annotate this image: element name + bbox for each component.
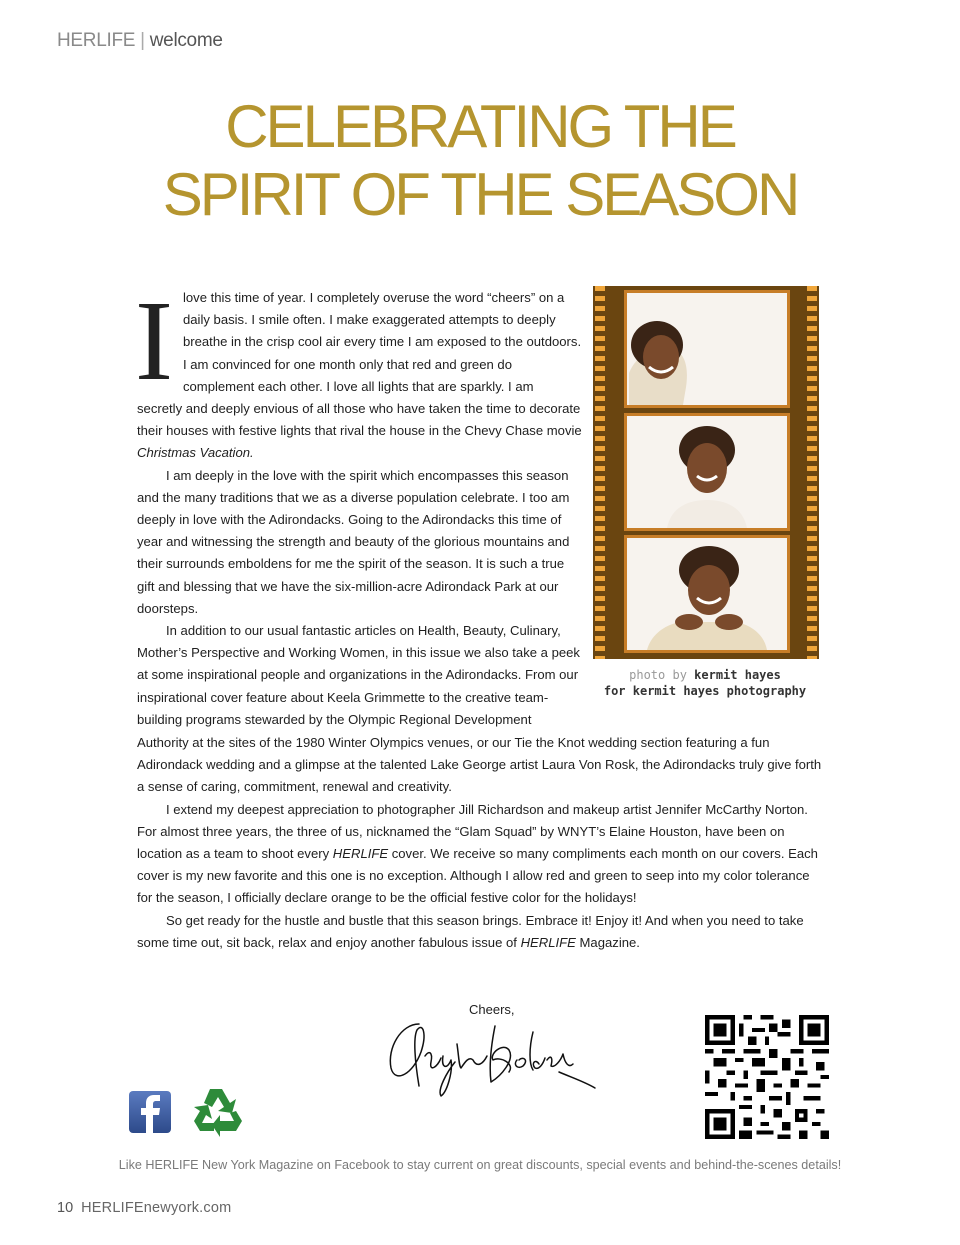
header-separator: |: [140, 30, 145, 51]
paragraph-5: So get ready for the hustle and bustle that this season brings. Embrace it! Enjoy it! And when you need to take some time out, sit back, relax and enjoy another fabulous issue of HERLIFE Magazine.: [137, 912, 804, 950]
paragraph-1-text: love this time of year. I completely overuse the word “cheers” on a daily basis. I smile often. I make exaggerated attempts to deeply breathe in the crisp cool air every time I am exposed to the outdoors. I am convinced for one month only that red and green do complement each other. I love all lights that are sparkly. I am secretly and deeply envious of all those who have taken the time to decorate their houses with festive lights that rival the house in the Chevy Chase movie: [137, 290, 582, 439]
facebook-icon[interactable]: [129, 1091, 171, 1133]
photo-credit: [585, 667, 825, 699]
page-number: 10: [57, 1200, 74, 1216]
portrait-photo-2: [627, 416, 787, 528]
paragraph-4: I extend my deepest appreciation to photographer Jill Richardson and makeup artist Jennifer McCarthy Norton. For almost three years, the three of us, nicknamed the “Glam Squad” by WNYT’s Elaine Houston, have been on location as a team to shoot every HERLIFE cover. We receive so many compliments each month on our covers. Each cover is my new favorite and this one is no exception. Although I allow red and green to seep into my color tolerance for the season, I officially declare orange to be the official festive color for the holidays!: [137, 801, 818, 906]
section-name: welcome: [149, 30, 223, 51]
drop-cap: I: [135, 277, 173, 404]
movie-title: Christmas Vacation.: [137, 445, 254, 461]
film-strip-photo: [593, 286, 819, 659]
headline-line-1: CELEBRATING THE: [225, 93, 735, 160]
page-header: [57, 30, 223, 52]
magazine-name: HERLIFE: [520, 934, 576, 950]
photographer-name: kermit hayes: [694, 668, 781, 682]
page-folio: [57, 1200, 231, 1216]
paragraph-2: I am deeply in the love with the spirit which encompasses this season and the many traditions that we as a diverse population celebrate. I too am deeply in love with the Adirondacks. Going to the Adirondacks this time of year and witnessing the strength and beauty of the glorious mountains and their surrounds emboldens for me the spirit of the season. It is such a true gift and blessing that we have the six-million-acre Adirondack Park at our doorsteps.: [137, 467, 570, 616]
photo-frame-2: [624, 413, 790, 531]
photo-credit-prefix: photo by: [629, 668, 687, 682]
photo-frame-1: [624, 290, 790, 408]
handwritten-signature: [383, 1012, 598, 1097]
portrait-photo-3: [627, 538, 787, 650]
film-sprocket-holes: [595, 286, 605, 659]
brand-name: HERLIFE: [57, 30, 136, 51]
film-sprocket-holes: [807, 286, 817, 659]
magazine-name: HERLIFE: [332, 846, 389, 862]
paragraph-3-start: In addition to our usual fantastic articles on Health, Beauty, Culinary, Mother’s Perspective and Working Women, in this issue we also take a peek at some inspirational people and organizations in the Adirondacks. From our inspirational cover feature about Keela Grimmette to the creative team-building programs stewarded by the Olympic Regional Development: [137, 623, 580, 727]
website-link[interactable]: HERLIFEnewyork.com: [81, 1200, 232, 1216]
paragraph-3-end: Authority at the sites of the 1980 Winter Olympics venues, or our Tie the Knot wedding section featuring a fun Adirondack wedding and a glimpse at the talented Lake George artist Laura Von Rosk, the Adirondacks truly give forth a sense of caring, commitment, renewal and creativity.: [137, 735, 822, 795]
qr-code[interactable]: [705, 1015, 829, 1139]
paragraph-1: [135, 277, 582, 465]
closing-salutation: Cheers,: [469, 1002, 515, 1017]
photography-studio: for kermit hayes photography: [603, 684, 807, 698]
article-body-wide: [137, 732, 827, 954]
portrait-photo-1: [627, 293, 787, 405]
headline-line-2: SPIRIT OF THE SEASON: [162, 161, 798, 228]
article-body-column: [135, 277, 582, 731]
photo-frame-3: [624, 535, 790, 653]
recycle-icon: [190, 1085, 246, 1139]
facebook-promo-note: Like HERLIFE New York Magazine on Facebook to stay current on great discounts, special events and behind-the-scenes details!: [118, 1158, 842, 1172]
